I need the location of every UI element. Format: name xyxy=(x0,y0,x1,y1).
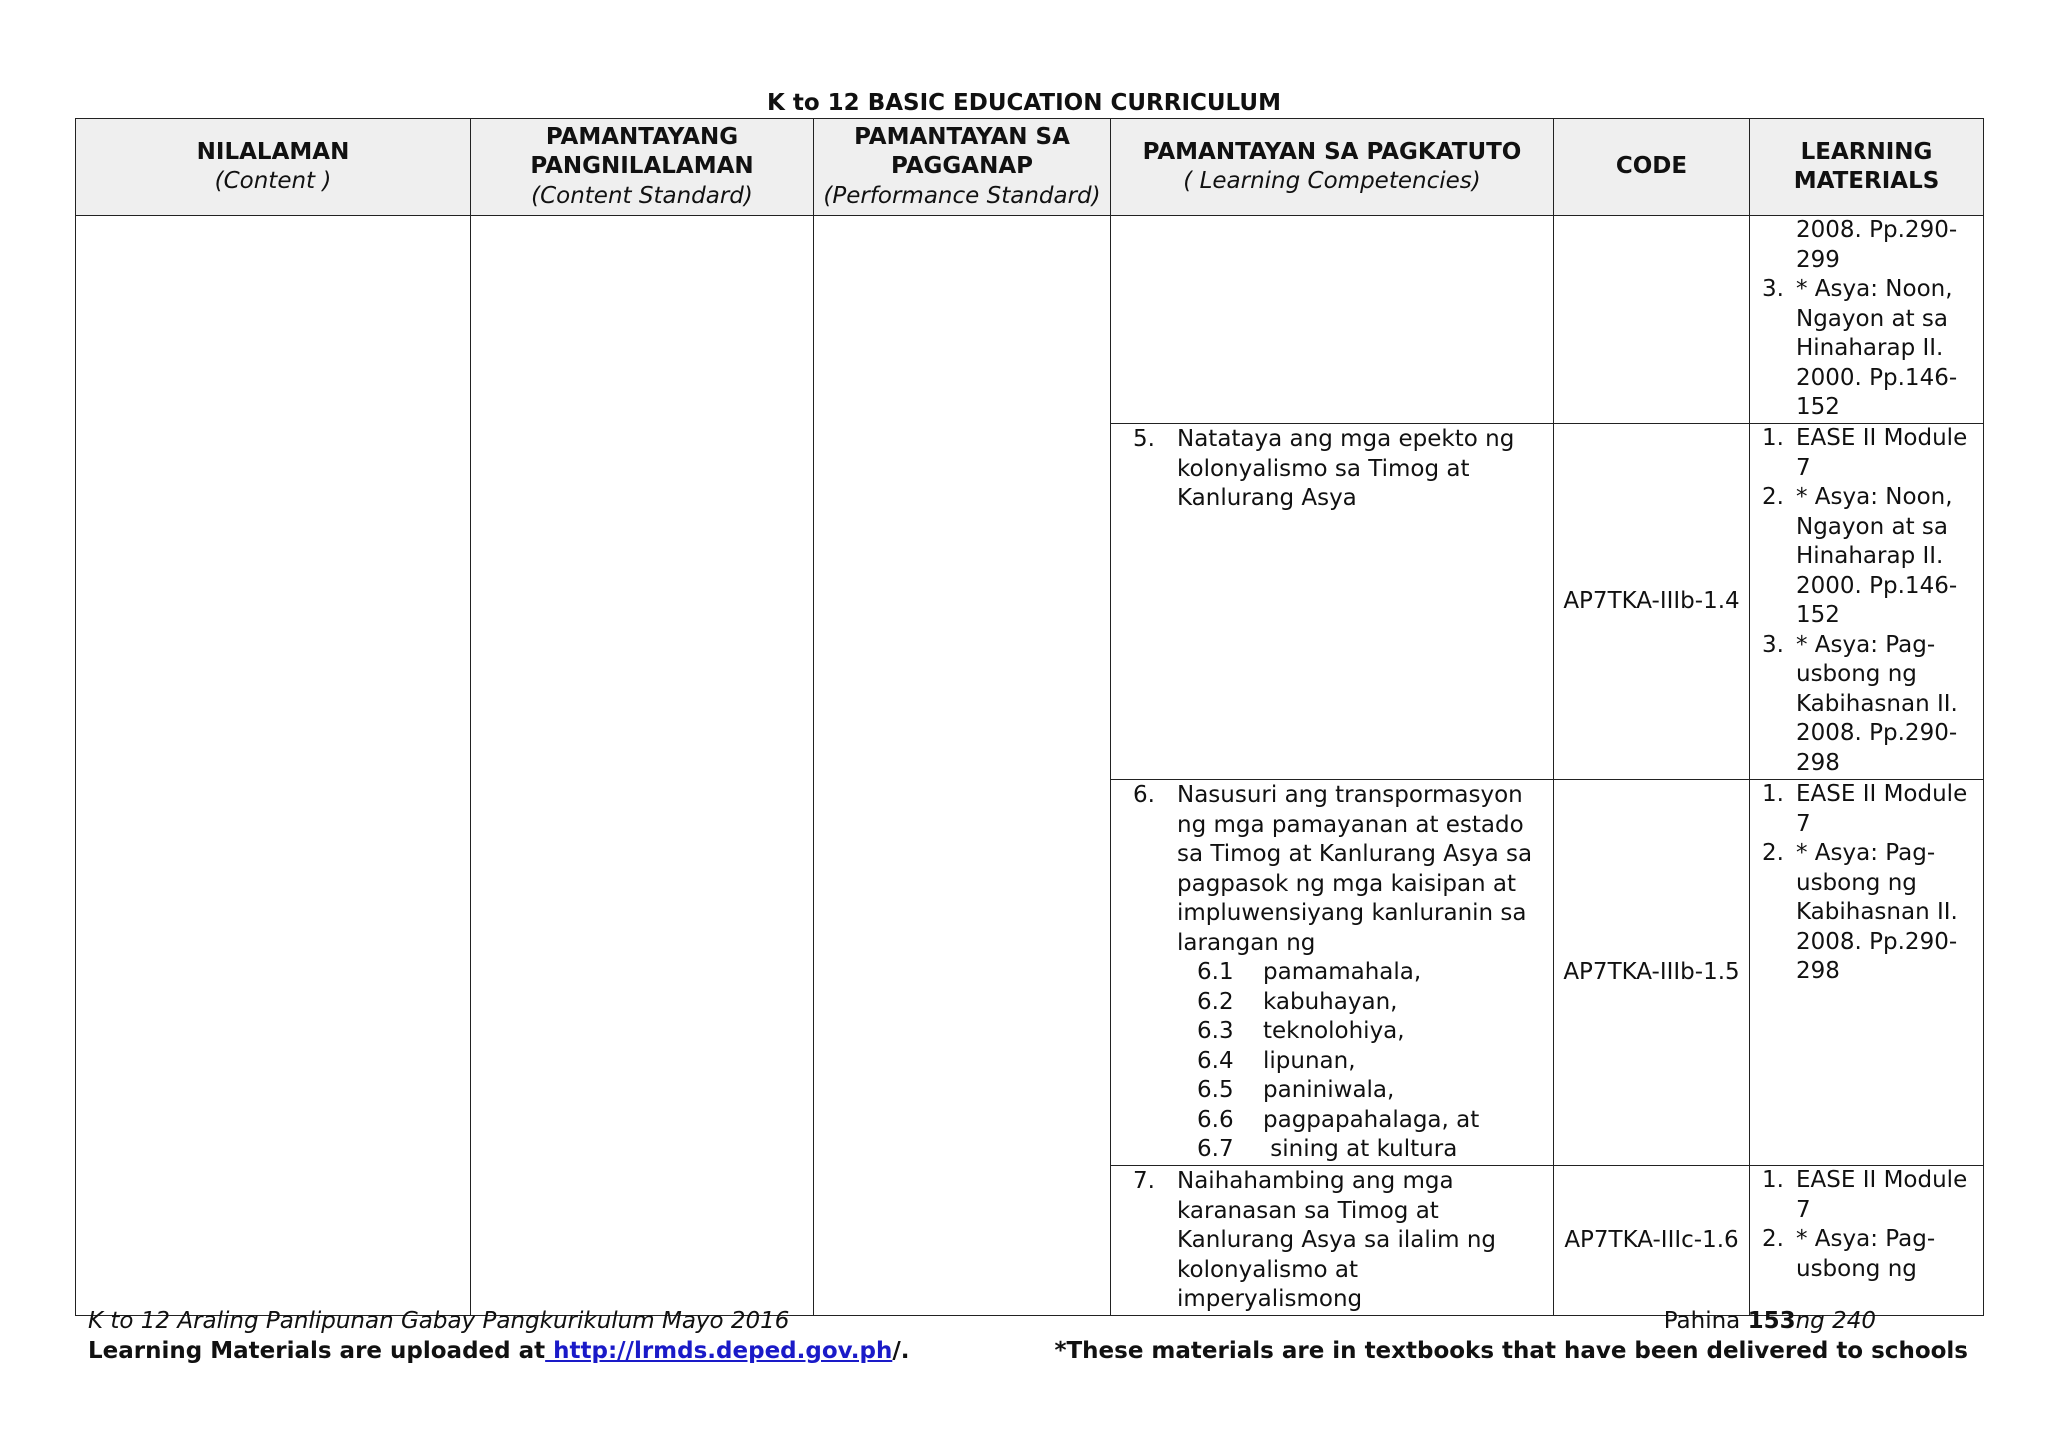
competency-cell xyxy=(1111,1166,1554,1316)
list-item: 6.2 kabuhayan, xyxy=(1197,988,1398,1015)
upload-note: Learning Materials are uploaded at http://lrmds.deped.gov.ph/. xyxy=(88,1338,910,1364)
list-item: 6.3 teknolohiya, xyxy=(1197,1018,1405,1044)
competency-item: 5. Natataya ang mga epekto ng kolonyalismo sa Timog at Kanlurang Asya xyxy=(1133,426,1515,511)
materials-list xyxy=(1762,424,1971,778)
materials-cell xyxy=(1750,780,1984,1166)
competency-item: 7. Naihahambing ang mga karanasan sa Timog at Kanlurang Asya sa ilalim ng kolonyalismo at imperyalismong xyxy=(1133,1168,1497,1312)
header-pamantayang-pangnilalaman: PAMANTAYANG PANGNILALAMAN (Content Standard) xyxy=(471,119,814,216)
textbook-note: *These materials are in textbooks that have been delivered to schools xyxy=(1054,1338,1968,1364)
list-item: 1. EASE II Module 7 xyxy=(1762,425,1968,481)
header-code: CODE xyxy=(1554,119,1750,216)
list-item: 2. * Asya: Pag-usbong ng Kabihasnan II. 2008. Pp.290-298 xyxy=(1762,840,1958,984)
sub-competency-list xyxy=(1177,958,1541,1165)
list-item: 6.6 pagpapahalaga, at xyxy=(1197,1106,1480,1133)
performance-standard-cell xyxy=(814,216,1111,1316)
materials-list xyxy=(1762,1166,1971,1284)
content-standard-cell xyxy=(471,216,814,1316)
curriculum-table xyxy=(75,118,1984,1316)
list-item: 3. * Asya: Noon, Ngayon at sa Hinaharap II. 2000. Pp.146-152 xyxy=(1762,276,1958,420)
header-learning-materials: LEARNING MATERIALS xyxy=(1750,119,1984,216)
page-footer xyxy=(88,1306,1968,1366)
competency-cell xyxy=(1111,216,1554,424)
list-item: 1. EASE II Module 7 xyxy=(1762,1167,1968,1223)
code-cell: AP7TKA-IIIb-1.5 xyxy=(1554,780,1750,1166)
header-nilalaman: NILALAMAN (Content ) xyxy=(76,119,471,216)
competency-item: 6. Nasusuri ang transpormasyon ng mga pamayanan at estado sa Timog at Kanlurang Asya sa pagpasok ng mga kaisipan at impluwensiyang kanluranin sa larangan ng 6.1 pamamahala, 6.2 kabuhayan, 6.3 teknolohiya, 6.4 lipunan, 6.5 paniniwala, 6.6 pagpapahalaga, at 6.7 sining at kultura xyxy=(1133,781,1541,1165)
materials-cell xyxy=(1750,1166,1984,1316)
competency-cell xyxy=(1111,424,1554,780)
list-item: 6.7 sining at kultura xyxy=(1197,1136,1458,1162)
competency-cell xyxy=(1111,780,1554,1166)
document-title: K to 12 BASIC EDUCATION CURRICULUM xyxy=(767,90,1281,116)
materials-cell xyxy=(1750,424,1984,780)
table-row xyxy=(76,216,1984,424)
lrmds-link[interactable]: http://lrmds.deped.gov.ph xyxy=(545,1338,893,1364)
content-cell xyxy=(76,216,471,1316)
header-pamantayan-sa-pagganap: PAMANTAYAN SA PAGGANAP (Performance Standard) xyxy=(814,119,1111,216)
code-cell: AP7TKA-IIIb-1.4 xyxy=(1554,424,1750,780)
page-number: 153 xyxy=(1747,1308,1796,1334)
materials-continued: 2008. Pp.290-299 xyxy=(1796,217,1958,273)
guide-title: K to 12 Araling Panlipunan Gabay Pangkurikulum Mayo 2016 xyxy=(88,1308,790,1334)
materials-list xyxy=(1762,780,1971,987)
materials-list xyxy=(1762,275,1971,423)
list-item: 3. * Asya: Pag-usbong ng Kabihasnan II. 2008. Pp.290-298 xyxy=(1762,631,1958,776)
materials-cell xyxy=(1750,216,1984,424)
list-item: 2. * Asya: Pag-usbong ng xyxy=(1762,1226,1936,1282)
code-cell: AP7TKA-IIIc-1.6 xyxy=(1554,1166,1750,1316)
list-item: 2. * Asya: Noon, Ngayon at sa Hinaharap II. 2000. Pp.146-152 xyxy=(1762,484,1958,628)
table-header-row xyxy=(76,119,1984,216)
list-item: 1. EASE II Module 7 xyxy=(1762,781,1968,837)
header-pamantayan-sa-pagkatuto: PAMANTAYAN SA PAGKATUTO ( Learning Competencies) xyxy=(1111,119,1554,216)
list-item: 6.4 lipunan, xyxy=(1197,1047,1356,1074)
code-cell xyxy=(1554,216,1750,424)
list-item: 6.1 pamamahala, xyxy=(1197,959,1422,985)
page-indicator: Pahina 153ng 240 xyxy=(1663,1308,1876,1334)
list-item: 6.5 paniniwala, xyxy=(1197,1077,1395,1103)
